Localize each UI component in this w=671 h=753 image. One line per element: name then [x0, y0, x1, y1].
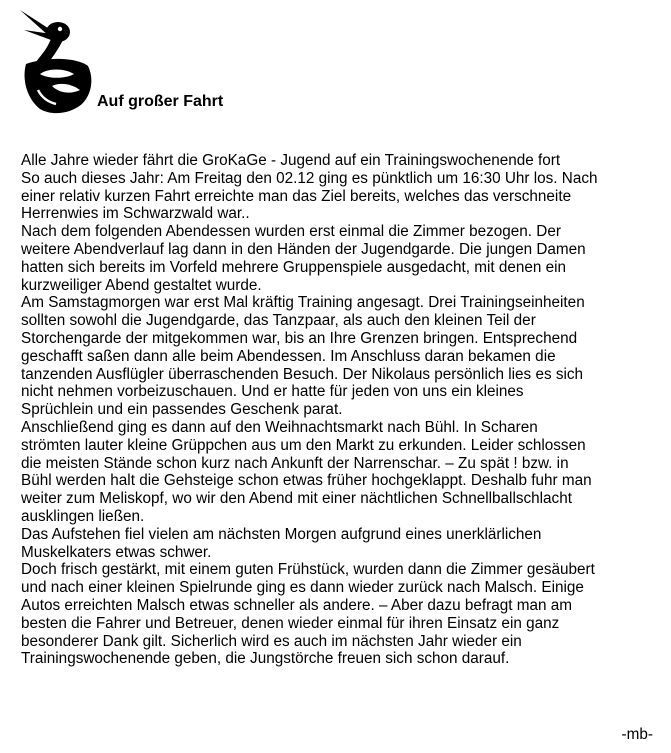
text-line: geschafft saßen dann alle beim Abendessen. Im Anschluss daran bekamen die: [21, 347, 556, 365]
text-line: einer relativ kurzen Fahrt erreichte man das Ziel bereits, welches das verschneite: [21, 187, 572, 205]
text-line: besten die Fahrer und Betreuer, denen wieder einmal für ihren Einsatz ein ganz: [21, 614, 560, 632]
paragraph: [21, 419, 661, 526]
text-line: Muskelkaters etwas schwer.: [21, 543, 212, 561]
text-line: Bühl werden halt die Gehsteige schon etwas früher hochgeklappt. Deshalb fuhr man: [21, 472, 592, 490]
text-line: Sprüchlein und ein passendes Geschenk parat.: [21, 401, 343, 419]
text-line: Trainingswochenende geben, die Jungstörche freuen sich schon darauf.: [21, 650, 510, 668]
text-line: Doch frisch gestärkt, mit einem guten Frühstück, wurden dann die Zimmer gesäubert: [21, 561, 595, 579]
text-line: Storchengarde der mitgekommen war, bis an Ihre Grenzen bringen. Entsprechend: [21, 329, 578, 347]
text-line: weiter zum Meliskopf, wo wir den Abend mit einer nächtlichen Schnellballschlacht: [21, 490, 572, 508]
text-line: hatten sich bereits im Vorfeld mehrere Gruppenspiele ausgedacht, mit denen ein: [21, 258, 567, 276]
text-line: weitere Abendverlauf lag dann in den Händen der Jugendgarde. Die jungen Damen: [21, 240, 586, 258]
text-line: sollten sowohl die Jugendgarde, das Tanzpaar, als auch den kleinen Teil der: [21, 312, 536, 330]
text-line: Anschließend ging es dann auf den Weihnachtsmarkt nach Bühl. In Scharen: [21, 418, 538, 436]
paragraph: [21, 294, 661, 419]
text-line: Das Aufstehen fiel vielen am nächsten Morgen aufgrund eines unerklärlichen: [21, 525, 542, 543]
text-line: Herrenwies im Schwarzwald war..: [21, 205, 250, 223]
text-line: kurzweiliger Abend gestaltet wurde.: [21, 276, 262, 294]
paragraph: [21, 152, 661, 223]
paragraph: [21, 526, 661, 562]
text-line: So auch dieses Jahr: Am Freitag den 02.12 ging es pünktlich um 16:30 Uhr los. Nach: [21, 169, 598, 187]
author-signature: -mb-: [621, 726, 653, 743]
text-line: Autos erreichten Malsch etwas schneller als andere. – Aber dazu befragt man am: [21, 596, 572, 614]
text-line: strömten lauter kleine Grüppchen aus um den Markt zu erkunden. Leider schlossen: [21, 436, 586, 454]
stork-logo-icon: [18, 8, 94, 114]
paragraph: [21, 223, 661, 294]
text-line: Alle Jahre wieder fährt die GroKaGe - Jugend auf ein Trainingswochenende fort: [21, 152, 561, 169]
article-body: [21, 152, 661, 668]
text-line: Nach dem folgenden Abendessen wurden erst einmal die Zimmer bezogen. Der: [21, 223, 561, 241]
text-line: die meisten Stände schon kurz nach Ankunft der Narrenschar. – Zu spät ! bzw. in: [21, 454, 569, 472]
text-line: besonderer Dank gilt. Sicherlich wird es auch im nächsten Jahr wieder ein: [21, 632, 522, 650]
text-line: und nach einer kleinen Spielrunde ging es dann wieder zurück nach Malsch. Einige: [21, 579, 584, 597]
article-headline: Auf großer Fahrt: [97, 93, 224, 110]
paragraph: [21, 561, 661, 668]
text-line: ausklingen ließen.: [21, 507, 145, 525]
text-line: tanzenden Ausflügler überraschenden Besuch. Der Nikolaus persönlich lies es sich: [21, 365, 584, 383]
text-line: Am Samstagmorgen war erst Mal kräftig Training angesagt. Drei Trainingseinheiten: [21, 294, 585, 312]
text-line: nicht nehmen vorbeizuschauen. Und er hatte für jeden von uns ein kleines: [21, 383, 524, 401]
